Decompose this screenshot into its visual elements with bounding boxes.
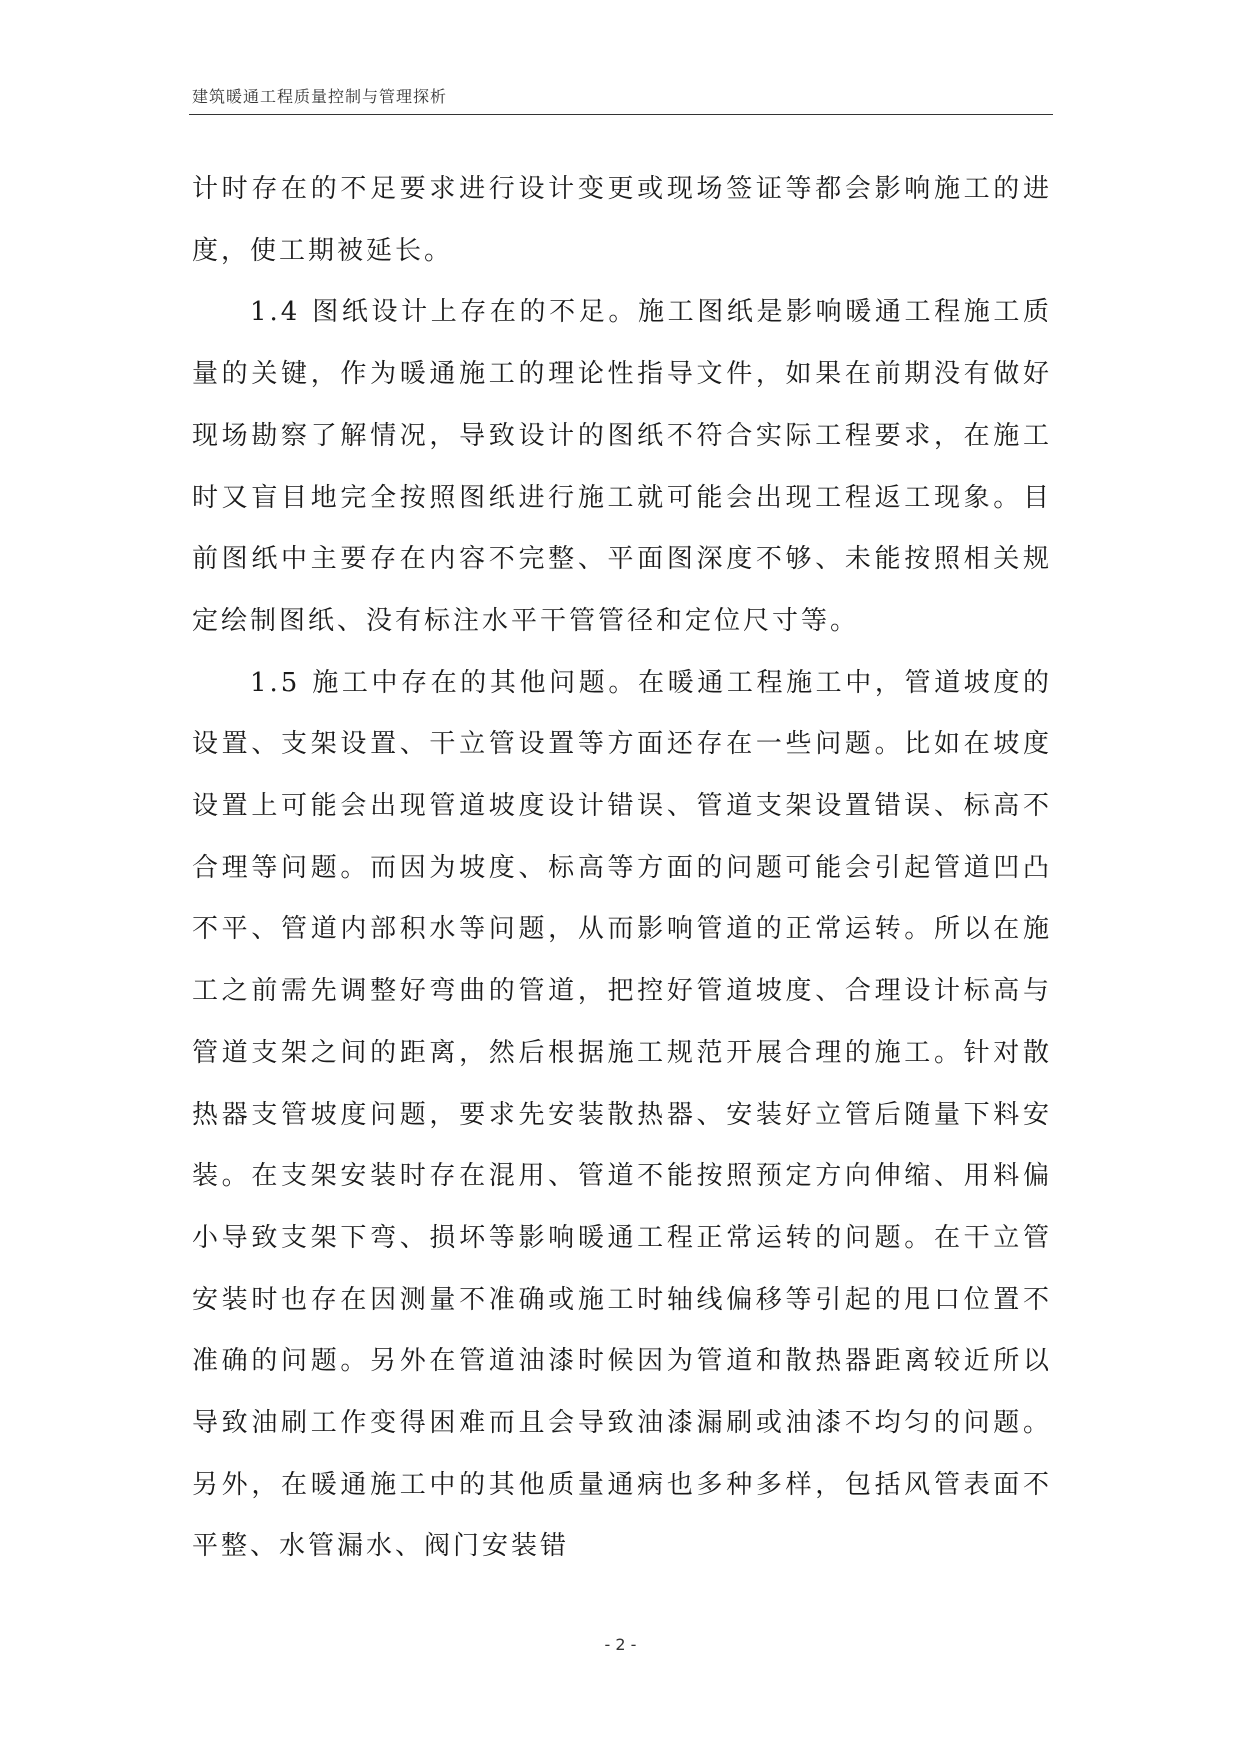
running-header	[189, 86, 1053, 115]
page-footer	[0, 1635, 1241, 1654]
header-title: 建筑暖通工程质量控制与管理探析	[192, 87, 448, 106]
paragraph-section-1-5: 1.5 施工中存在的其他问题。在暖通工程施工中，管道坡度的设置、支架设置、干立管设置等方面还存在一些问题。比如在坡度设置上可能会出现管道坡度设计错误、管道支架设置错误、标高不合理等问题。而因为坡度、标高等方面的问题可能会引起管道凹凸不平、管道内部积水等问题，从而影响管道的正常运转。所以在施工之前需先调整好弯曲的管道，把控好管道坡度、合理设计标高与管道支架之间的距离，然后根据施工规范开展合理的施工。针对散热器支管坡度问题，要求先安装散热器、安装好立管后随量下料安装。在支架安装时存在混用、管道不能按照预定方向伸缩、用料偏小导致支架下弯、损坏等影响暖通工程正常运转的问题。在干立管安装时也存在因测量不准确或施工时轴线偏移等引起的甩口位置不准确的问题。另外在管道油漆时候因为管道和散热器距离较近所以导致油刷工作变得困难而且会导致油漆漏刷或油漆不均匀的问题。另外，在暖通施工中的其他质量通病也多种多样，包括风管表面不平整、水管漏水、阀门安装错	[192, 667, 1052, 1562]
paragraph-section-1-4: 1.4 图纸设计上存在的不足。施工图纸是影响暖通工程施工质量的关键，作为暖通施工的理论性指导文件，如果在前期没有做好现场勘察了解情况，导致设计的图纸不符合实际工程要求，在施工时又盲目地完全按照图纸进行施工就可能会出现工程返工现象。目前图纸中主要存在内容不完整、平面图深度不够、未能按照相关规定绘制图纸、没有标注水平干管管径和定位尺寸等。	[192, 297, 1052, 636]
page-number: - 2 -	[604, 1635, 637, 1654]
document-body	[192, 159, 1052, 1578]
paragraph-continuation: 计时存在的不足要求进行设计变更或现场签证等都会影响施工的进度，使工期被延长。	[192, 174, 1052, 266]
